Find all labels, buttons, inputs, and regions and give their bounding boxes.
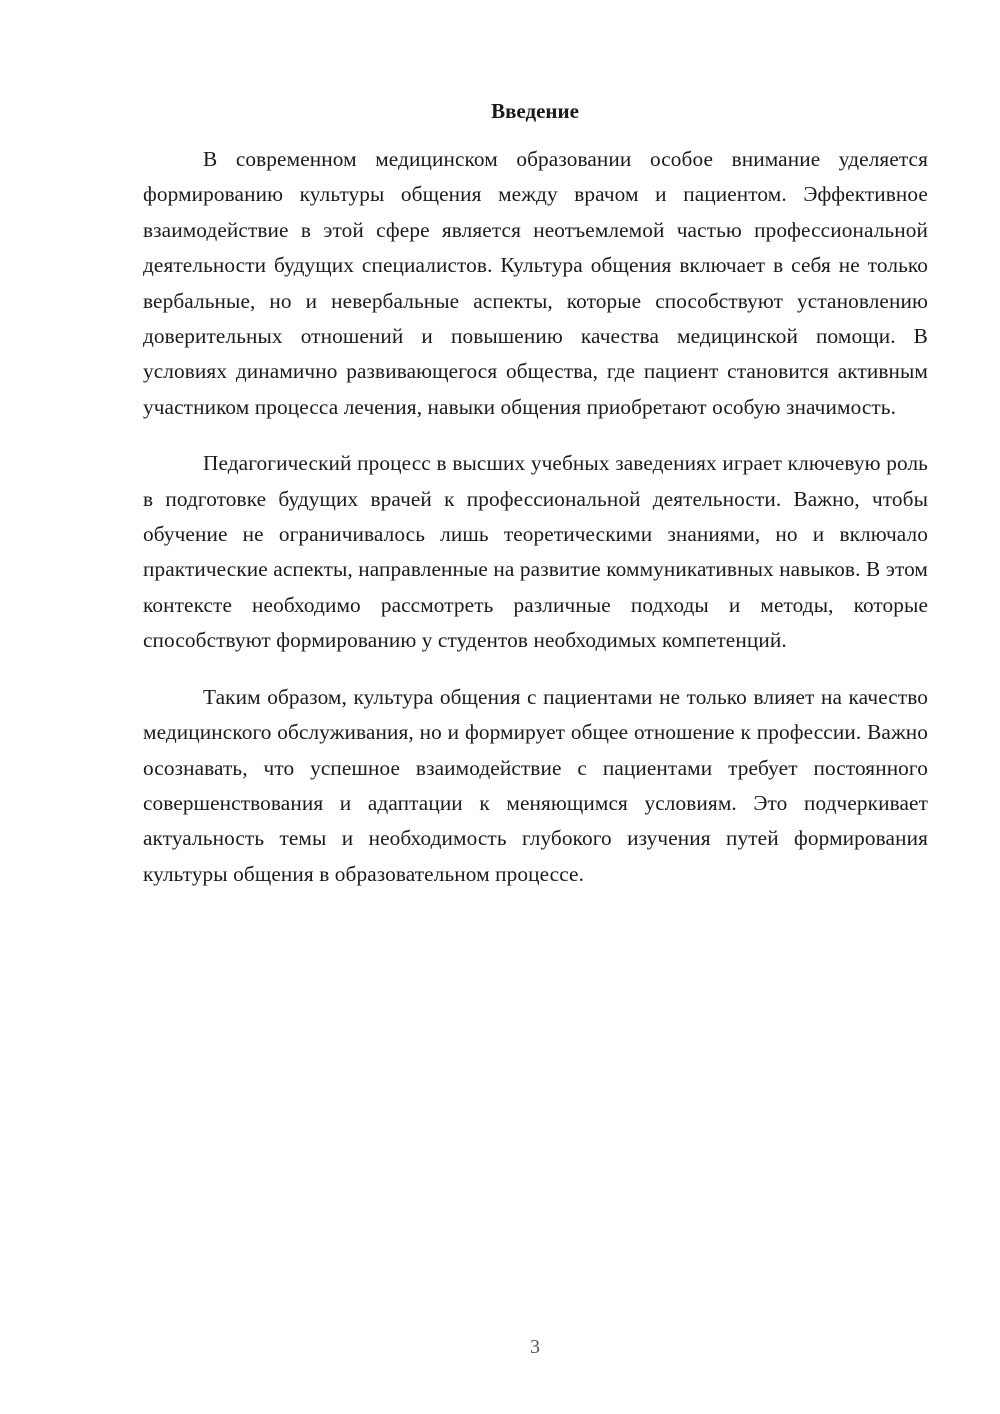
paragraph-1: В современном медицинском образовании особое внимание уделяется формированию культуры общения между врачом и пациентом. Эффективное взаимодействие в этой сфере является неотъемлемой частью профессиональной деятельности будущих специалистов. Культура общения включает в себя не только вербальные, но и невербальные аспекты, которые способствуют установлению доверительных отношений и повышению качества медицинской помощи. В условиях динамично развивающегося общества, где пациент становится активным участником процесса лечения, навыки общения приобретают особую значимость. [143, 147, 928, 419]
body-text [143, 142, 928, 913]
section-title: Введение [491, 99, 579, 123]
paragraph-2: Педагогический процесс в высших учебных заведениях играет ключевую роль в подготовке будущих врачей к профессиональной деятельности. Важно, чтобы обучение не ограничивалось лишь теоретическими знаниями, но и включало практические аспекты, направленные на развитие коммуникативных навыков. В этом контексте необходимо рассмотреть различные подходы и методы, которые способствуют формированию у студентов необходимых компетенций. [143, 451, 928, 653]
paragraph-3: Таким образом, культура общения с пациентами не только влияет на качество медицинского обслуживания, но и формирует общее отношение к профессии. Важно осознавать, что успешное взаимодействие с пациентами требует постоянного совершенствования и адаптации к меняющимся условиям. Это подчеркивает актуальность темы и необходимость глубокого изучения путей формирования культуры общения в образовательном процессе. [143, 684, 928, 886]
page-number: 3 [530, 1336, 540, 1358]
